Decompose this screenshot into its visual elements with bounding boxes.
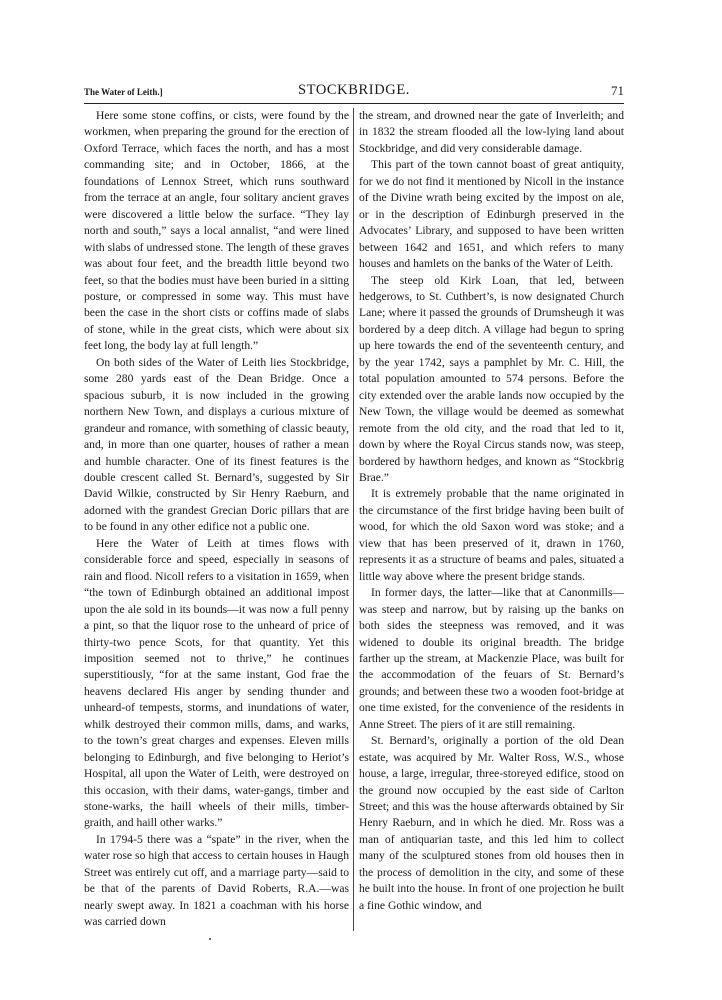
column-divider <box>353 108 354 931</box>
left-column <box>84 108 349 931</box>
page-number: 71 <box>611 83 624 98</box>
paragraph: the stream, and drowned near the gate of Inverleith; and in 1832 the stream flooded all the low-lying land about Stockbridge, and did very considerable damage. <box>359 109 624 155</box>
paragraph: This part of the town cannot boast of great antiquity, for we do not find it mentioned by Nicoll in the instance of the Divine wrath being excited by the impost on ale, or in the description of Edinburgh preserved in the Advocates’ Library, and supposed to have been written between 1642 and 1651, and which refers to many houses and hamlets on the banks of the Water of Leith. <box>359 158 624 271</box>
paragraph: In former days, the latter—like that at Canonmills—was steep and narrow, but by raising up the banks on both sides the steepness was removed, and it was widened to double its original breadth. The bridge farther up the stream, at Mackenzie Place, was built for the accommodation of the feuars of St. Bernard’s grounds; and between these two a wooden foot-bridge at one time existed, for the convenience of the residents in Anne Street. The piers of it are still remaining. <box>359 586 624 731</box>
paragraph: It is extremely probable that the name originated in the circumstance of the first bridge having been built of wood, for which the old Saxon word was stoke; and a view that has been preserved of it, drawn in 1760, represents it as a structure of beams and pales, situated a little way above where the present bridge stands. <box>359 487 624 583</box>
paragraph: The steep old Kirk Loan, that led, between hedgerows, to St. Cuthbert’s, is now designated Church Lane; where it passed the grounds of Drumsheugh it was bordered by a deep ditch. A village had begun to spring up here towards the end of the seventeenth century, and by the year 1742, says a pamphlet by Mr. C. Hill, the total population amounted to 574 persons. Before the city extended over the arable lands now occupied by the New Town, the village would be deemed as somewhat remote from the old city, and the road that led to it, down by where the Royal Circus stands now, was steep, bordered by hawthorn hedges, and known as “Stockbrig Brae.” <box>359 273 624 484</box>
paragraph: St. Bernard’s, originally a portion of the old Dean estate, was acquired by Mr. Walter Ross, W.S., whose house, a large, irregular, three-storeyed edifice, stood on the ground now occupied by the east side of Carlton Street; and this was the house afterwards obtained by Sir Henry Raeburn, and in which he died. Mr. Ross was a man of antiquarian taste, and this led him to collect many of the sculptured stones from old houses then in the process of demolition in the city, and some of these he built into the house. In front of one projection he built a fine Gothic window, and <box>359 734 624 912</box>
running-head <box>84 82 624 102</box>
header-rule <box>84 103 624 104</box>
paragraph: On both sides of the Water of Leith lies Stockbridge, some 280 yards east of the Dean Bridge. Once a spacious suburb, it is now included in the growing northern New Town, and displays a curious mixture of grandeur and romance, with something of classic beauty, and, in more than one quarter, houses of rather a mean and humble character. One of its finest features is the double crescent called St. Bernard’s, suggested by Sir David Wilkie, constructed by Sir Henry Raeburn, and adorned with the grandest Grecian Doric pillars that are to be found in any other edifice not a public one. <box>84 355 349 534</box>
paragraph: Here the Water of Leith at times flows with considerable force and speed, especially in seasons of rain and flood. Nicoll refers to a visitation in 1659, when “the town of Edinburgh obtained an additional impost upon the ale sold in its bounds—it was now a full penny a pint, so that the liquor rose to the unheard of price of thirty-two pence Scots, for that quantity. Yet this imposition seemed not to thrive,” he continues superstitiously, “for at the same instant, God frae the heavens declared His anger by sending thunder and unheard-of tempests, storms, and inundations of water, whilk destroyed their common mills, dams, and warks, to the town’s great charges and expenses. Eleven mills belonging to Edinburgh, and five belonging to Heriot’s Hospital, all upon the Water of Leith, were destroyed on this occasion, with their dams, water-gangs, timber and stone-warks, the haill wheels of their mills, timber-graith, and haill other warks.” <box>84 536 349 830</box>
right-column <box>359 108 624 914</box>
section-title: The Water of Leith.] <box>84 87 163 97</box>
paragraph: Here some stone coffins, or cists, were found by the workmen, when preparing the ground for the erection of Oxford Terrace, which faces the north, and has a most commanding site; and in October, 1866, at the foundations of Lennox Street, which runs southward from the terrace at an angle, four solitary ancient graves were discovered a little below the surface. “They lay north and south,” says a local annalist, “and were lined with slabs of undressed stone. The length of these graves was about four feet, and the breadth little beyond two feet, so that the bodies must have been buried in a sitting posture, or compressed in some way. This must have been the case in the short cists or coffins made of slabs of stone, while in the great cists, which were about six feet long, the body lay at full length.” <box>84 109 349 353</box>
page-title: STOCKBRIDGE. <box>297 82 411 98</box>
print-speck <box>209 938 211 940</box>
paragraph: In 1794-5 there was a “spate” in the river, when the water rose so high that access to certain houses in Haugh Street was entirely cut off, and a marriage party—said to be that of the parents of David Roberts, R.A.—was nearly swept away. In 1821 a coachman with his horse was carried down <box>84 832 349 929</box>
